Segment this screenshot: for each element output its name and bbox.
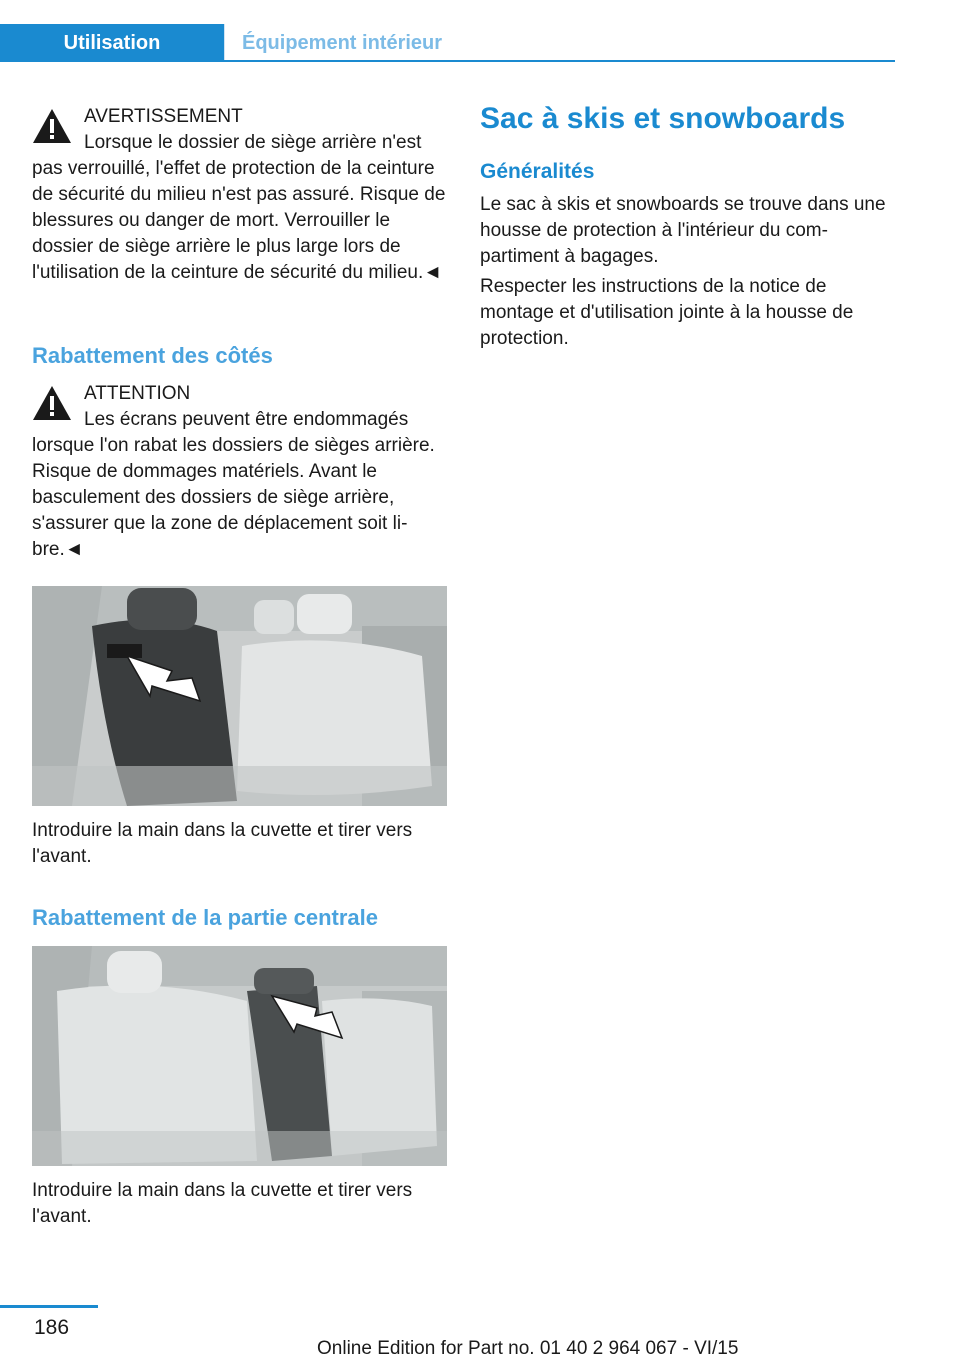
warning-text: pas verrouillé, l'effet de protection de la ceinture de sécurité du milieu n'est pas assuré. Risque de blessures ou danger de mort. Verrouiller le dossier de siège arrière le plus large lors de l'utilisation de la ceinture de sécurité du milieu.◄ <box>32 158 446 283</box>
warning-block-avertissement <box>32 104 448 314</box>
section-title-ski-bag: Sac à skis et snowboards <box>480 102 846 135</box>
section-heading-centrale: Rabattement de la partie centrale <box>32 905 379 930</box>
section-heading-cotes: Rabattement des côtés <box>32 343 273 368</box>
seat-illustration-center <box>32 946 447 1166</box>
subheading-generalites: Généralités <box>480 160 595 183</box>
warning-triangle-icon <box>32 108 72 144</box>
header-rule <box>0 60 895 62</box>
warning-text-first-line: Lorsque le dossier de siège arrière n'est <box>84 132 422 153</box>
warning-text-first-line: Les écrans peuvent être endommagés <box>84 409 409 430</box>
caption-center: Introduire la main dans la cuvette et tirer vers l'avant. <box>32 1180 413 1227</box>
paragraph-ski-bag-location: Le sac à skis et snowboards se trouve dans une housse de protection à l'intérieur du compartiment à bagages. <box>480 194 886 267</box>
warning-triangle-icon <box>32 385 72 421</box>
paragraph-instructions: Respecter les instructions de la notice de montage et d'utilisation jointe à la housse de protection. <box>480 276 854 349</box>
warning-title: AVERTISSEMENT <box>84 106 243 127</box>
photo-side-seatback <box>32 586 447 806</box>
warning-text: lorsque l'on rabat les dossiers de sièges arrière. Risque de dommages matériels. Avant le basculement des dossiers de siège arrière, s'assurer que la zone de déplacement soit libre.◄ <box>32 435 435 560</box>
warning-title: ATTENTION <box>84 383 191 404</box>
edition-footer: Online Edition for Part no. 01 40 2 964 067 - VI/15 <box>317 1338 739 1359</box>
page-number-rule <box>0 1305 98 1308</box>
page-header <box>0 0 960 64</box>
page-number: 186 <box>34 1316 70 1339</box>
tab-equipement-interieur[interactable]: Équipement intérieur <box>242 31 443 54</box>
photo-center-section <box>32 946 447 1166</box>
warning-block-attention <box>32 381 448 571</box>
tab-utilisation[interactable]: Utilisation <box>0 24 224 62</box>
seat-illustration-side <box>32 586 447 806</box>
caption-side: Introduire la main dans la cuvette et tirer vers l'avant. <box>32 820 413 867</box>
